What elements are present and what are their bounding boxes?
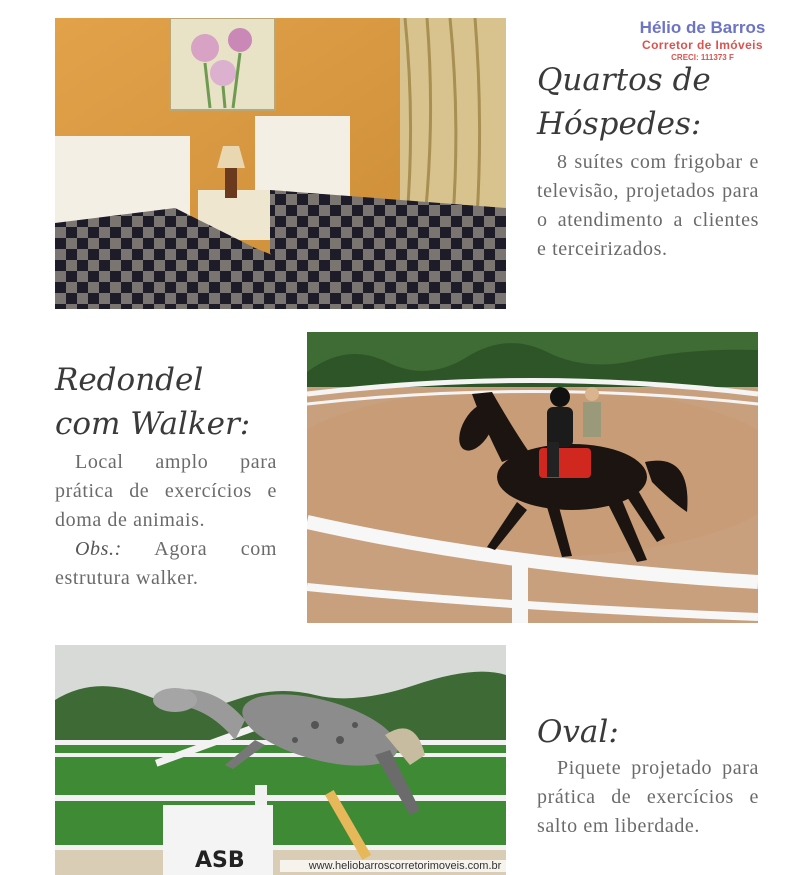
guest-rooms-heading <box>537 58 777 146</box>
guest-room-photo <box>55 18 506 309</box>
oval-description <box>537 754 759 841</box>
round-pen-heading-line2: com Walker: <box>55 406 251 442</box>
svg-text:ASB: ASB <box>195 848 245 873</box>
broker-creci: CRECI: 111373 F <box>671 53 734 62</box>
guest-rooms-heading-line1: Quartos de <box>537 62 711 98</box>
round-pen-heading <box>55 358 285 446</box>
round-pen-obs-label: Obs.: <box>75 538 122 560</box>
broker-role: Corretor de Imóveis <box>642 38 763 52</box>
round-pen-photo <box>307 332 758 623</box>
round-pen-description <box>55 448 277 593</box>
guest-rooms-description <box>537 148 759 264</box>
broker-name: Hélio de Barros <box>639 18 766 37</box>
guest-rooms-heading-line2: Hóspedes: <box>537 106 702 142</box>
oval-jump-photo <box>55 645 506 875</box>
round-pen-heading-line1: Redondel <box>55 362 204 398</box>
oval-text: Piquete projetado para prática de exercícios e salto em liberdade. <box>537 757 759 837</box>
round-pen-obs-text: Agora com estrutura walker. <box>55 538 277 589</box>
round-pen-text: Local amplo para prática de exercícios e doma de animais. <box>55 451 277 531</box>
guest-rooms-text: 8 suítes com frigobar e televisão, projetados para o atendimento a clientes e terceirizados. <box>537 151 759 260</box>
footer-website-url[interactable]: www.heliobarroscorretorimoveis.com.br <box>280 860 530 872</box>
oval-heading: Oval: <box>537 714 619 750</box>
